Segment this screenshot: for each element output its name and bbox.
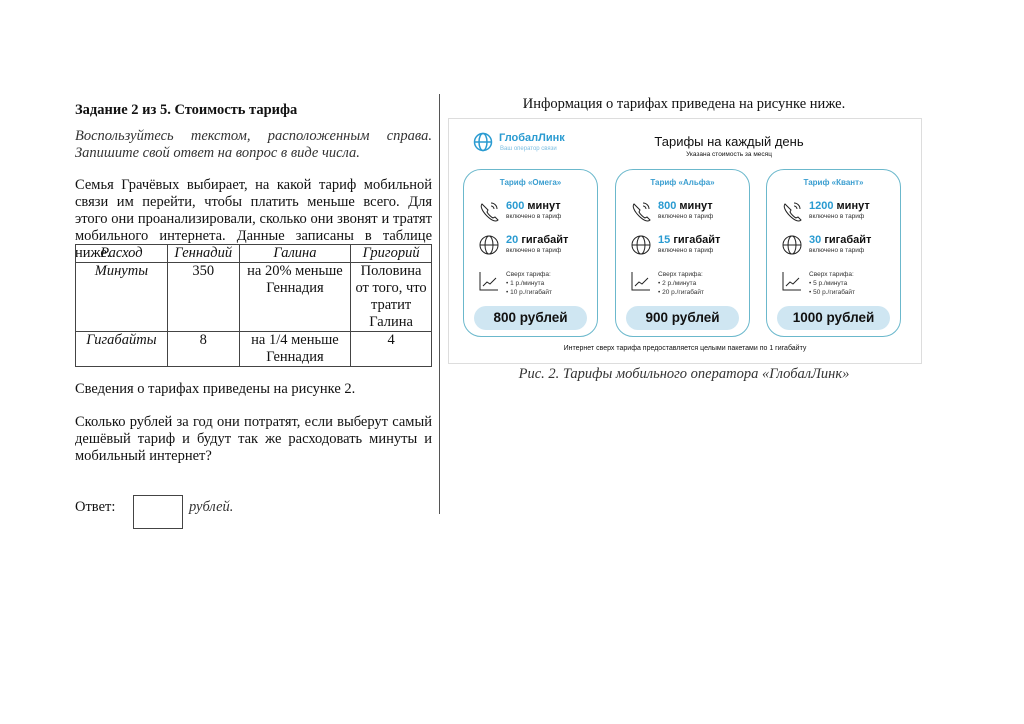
- extra-gb-rate: 10 р./гигабайт: [510, 289, 552, 296]
- extra-gb-rate: 50 р./гигабайт: [813, 289, 855, 296]
- gb-unit: гигабайт: [824, 234, 872, 246]
- header-cell: Галина: [239, 245, 350, 263]
- included-label: включено в тариф: [658, 247, 714, 254]
- table-cell: Минуты: [76, 263, 168, 332]
- expense-table: [75, 244, 432, 367]
- gb-value: 15: [658, 234, 671, 246]
- answer-input[interactable]: [133, 495, 183, 529]
- answer-unit: рублей.: [189, 499, 234, 515]
- table-cell: на 20% меньше Геннадия: [239, 263, 350, 332]
- figure-caption: Рис. 2. Тарифы мобильного оператора «ГлобалЛинк»: [518, 366, 850, 382]
- footnote: Интернет сверх тарифа предоставляется целыми пакетами по 1 гигабайту: [563, 345, 807, 352]
- answer-label: Ответ:: [75, 499, 116, 515]
- table-cell: на 1/4 меньше Геннадия: [239, 332, 350, 367]
- minutes-value: 800: [658, 200, 677, 212]
- intro-text: Семья Грачёвых выбирает, на какой тариф мобильной связи им перейти, чтобы платить меньше всего. Для этого они проанализировали, сколько они звонят и тратят мобильного интернета. Данные записаны в таблице ниже.: [75, 177, 432, 261]
- tariff-price: 800 рублей: [474, 306, 587, 330]
- minutes-unit: минут: [836, 200, 870, 212]
- figure-title: Тарифы на каждый день: [654, 134, 804, 149]
- minutes-value: 1200: [809, 200, 834, 212]
- globe-icon: [630, 234, 652, 256]
- gb-value: 30: [809, 234, 822, 246]
- phone-icon: [478, 200, 500, 222]
- extra-title: Сверх тарифа:: [506, 271, 551, 278]
- tariff-price: 1000 рублей: [777, 306, 890, 330]
- tariff-card: Тариф «Омега» 600 минут включено в тариф 20 гигабайт включено в тариф Сверх тарифа: • 1 р./минута • 10 р./гигабайт 800 рублей: [463, 169, 598, 337]
- instruction: Воспользуйтесь текстом, расположенным справа. Запишите свой ответ на вопрос в виде числа.: [75, 128, 432, 161]
- chart-growth-icon: [781, 270, 803, 292]
- gb-unit: гигабайт: [521, 234, 569, 246]
- extra-minute-rate: 1 р./минута: [510, 280, 545, 287]
- phone-icon: [781, 200, 803, 222]
- tariff-figure: [448, 118, 922, 364]
- question-text: Сколько рублей за год они потратят, если выберут самый дешёвый тариф и будут так же расходовать минуты и мобильный интернет?: [75, 414, 432, 464]
- tariff-price: 900 рублей: [626, 306, 739, 330]
- table-row: [76, 332, 432, 367]
- table-cell: 4: [351, 332, 432, 367]
- extra-minute-rate: 2 р./минута: [662, 280, 697, 287]
- included-label: включено в тариф: [506, 213, 562, 220]
- table-row: [76, 263, 432, 332]
- table-header-row: [76, 245, 432, 263]
- tariff-card: Тариф «Альфа» 800 минут включено в тариф 15 гигабайт включено в тариф Сверх тарифа: • 2 р./минута • 20 р./гигабайт 900 рублей: [615, 169, 750, 337]
- extra-title: Сверх тарифа:: [809, 271, 854, 278]
- header-cell: Григорий: [351, 245, 432, 263]
- included-label: включено в тариф: [809, 247, 865, 254]
- extra-title: Сверх тарифа:: [658, 271, 703, 278]
- reference-text: Сведения о тарифах приведены на рисунке 2.: [75, 381, 356, 397]
- table-cell: 350: [167, 263, 239, 332]
- header-cell: Расход: [76, 245, 168, 263]
- figure-intro: Информация о тарифах приведена на рисунке ниже.: [522, 96, 846, 112]
- phone-icon: [630, 200, 652, 222]
- gb-value: 20: [506, 234, 519, 246]
- brand-slogan: Ваш оператор связи: [500, 146, 557, 152]
- column-divider: [439, 94, 440, 514]
- table-cell: 8: [167, 332, 239, 367]
- figure-subtitle: Указана стоимость за месяц: [686, 151, 772, 158]
- tariff-card: Тариф «Квант» 1200 минут включено в тариф 30 гигабайт включено в тариф Сверх тарифа: • 5 р./минута • 50 р./гигабайт 1000 рублей: [766, 169, 901, 337]
- included-label: включено в тариф: [658, 213, 714, 220]
- chart-growth-icon: [478, 270, 500, 292]
- extra-gb-rate: 20 р./гигабайт: [662, 289, 704, 296]
- minutes-unit: минут: [679, 200, 713, 212]
- task-title: Задание 2 из 5. Стоимость тарифа: [75, 102, 298, 118]
- minutes-value: 600: [506, 200, 525, 212]
- included-label: включено в тариф: [506, 247, 562, 254]
- brand-name: ГлобалЛинк: [499, 132, 565, 144]
- extra-minute-rate: 5 р./минута: [813, 280, 848, 287]
- tariff-name: Тариф «Альфа»: [650, 178, 715, 187]
- minutes-unit: минут: [527, 200, 561, 212]
- table-cell: Половина от того, что тратит Галина: [351, 263, 432, 332]
- included-label: включено в тариф: [809, 213, 865, 220]
- tariff-name: Тариф «Квант»: [803, 178, 864, 187]
- globe-logo-icon: [473, 132, 493, 152]
- header-cell: Геннадий: [167, 245, 239, 263]
- chart-growth-icon: [630, 270, 652, 292]
- globe-icon: [478, 234, 500, 256]
- tariff-name: Тариф «Омега»: [499, 178, 562, 187]
- gb-unit: гигабайт: [673, 234, 721, 246]
- table-cell: Гигабайты: [76, 332, 168, 367]
- globe-icon: [781, 234, 803, 256]
